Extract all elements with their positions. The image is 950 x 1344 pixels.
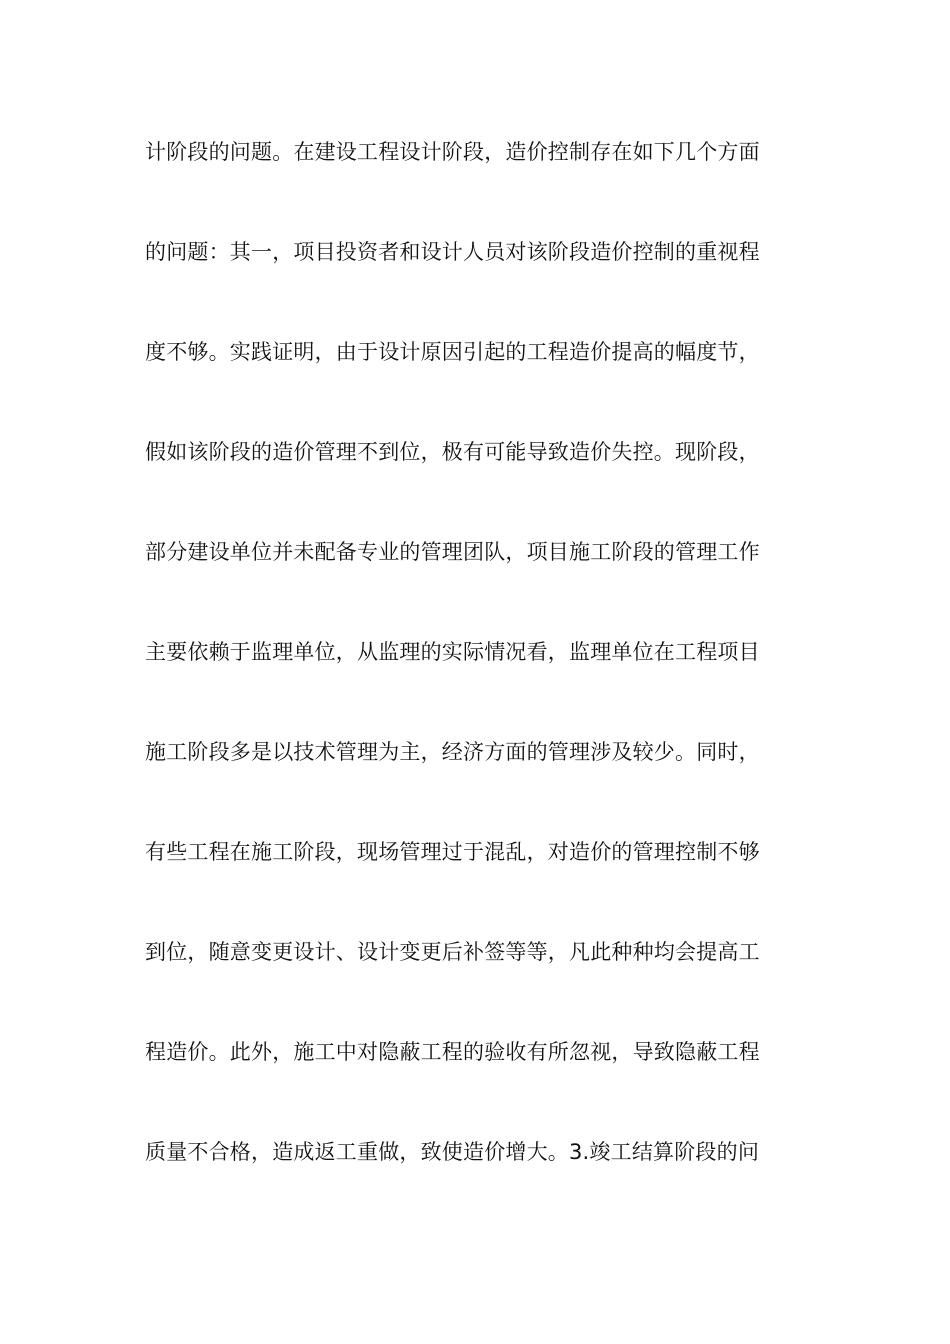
text-line: 施工阶段多是以技术管理为主，经济方面的管理涉及较少。同时， [145,740,760,764]
text-line: 主要依赖于监理单位，从监理的实际情况看，监理单位在工程项目 [145,640,760,664]
text-line: 质量不合格，造成返工重做，致使造价增大。3.竣工结算阶段的问 [145,1140,760,1164]
text-line: 假如该阶段的造价管理不到位，极有可能导致造价失控。现阶段， [145,440,760,464]
text-line: 有些工程在施工阶段，现场管理过于混乱，对造价的管理控制不够 [145,840,760,864]
text-line: 到位，随意变更设计、设计变更后补签等等，凡此种种均会提高工 [145,940,760,964]
text-line: 度不够。实践证明，由于设计原因引起的工程造价提高的幅度节， [145,340,760,364]
text-line: 的问题：其一，项目投资者和设计人员对该阶段造价控制的重视程 [145,240,760,264]
body-text [145,128,810,1228]
text-line: 部分建设单位并未配备专业的管理团队，项目施工阶段的管理工作 [145,540,760,564]
text-line: 程造价。此外，施工中对隐蔽工程的验收有所忽视，导致隐蔽工程 [145,1040,760,1064]
text-line: 计阶段的问题。在建设工程设计阶段，造价控制存在如下几个方面 [145,140,760,164]
